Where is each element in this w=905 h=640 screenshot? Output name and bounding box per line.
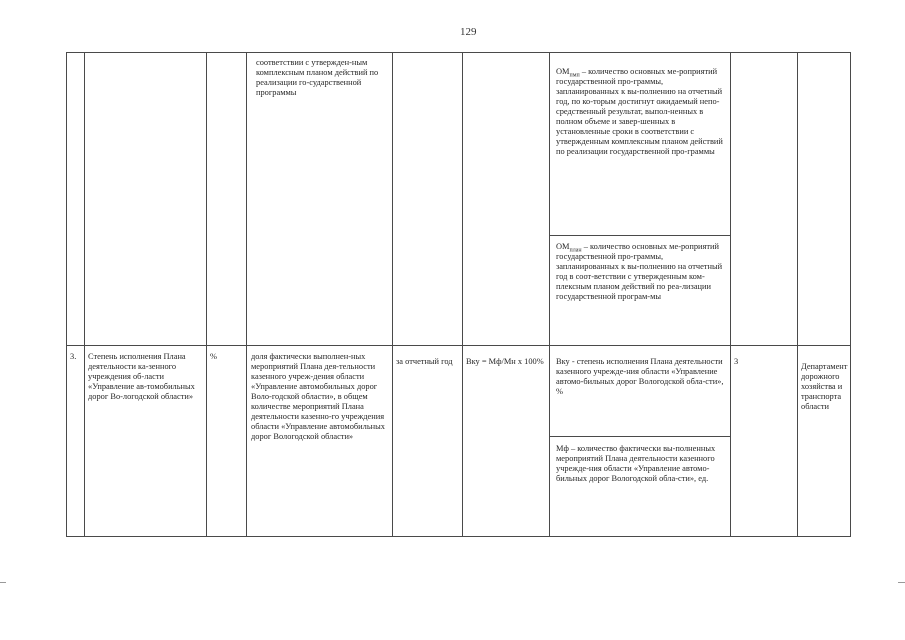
column-border: [84, 52, 85, 537]
formula-part-cell: Мф – количество фактически вы-полненных мероприятий Плана деятельности казенного учрежде-ния области «Управление автомо-бильных дорог Вологодской обла-сти», ед.: [556, 444, 716, 483]
formula-cell: Вку = Мф/Мн х 100%: [466, 357, 544, 366]
formula-part-divider: [549, 436, 730, 437]
unit-cell: %: [210, 352, 217, 361]
column-border: [549, 52, 550, 537]
formula-part-text: – количество основных ме-роприятий государственной про-граммы, запланированных к вы-полнению на отчетный год в соот-ветствии с утвержденным ком-плексным планом действий по реа-лизации государственной програм-мы: [556, 242, 723, 301]
column-border: [66, 52, 67, 537]
column-border: [462, 52, 463, 537]
source-cell: 3: [734, 357, 739, 366]
formula-part-cell: [556, 242, 726, 302]
indicator-description-cell: соответствии с утвержден-ным комплексным планом действий по реализации го-сударственной программы: [256, 58, 379, 97]
row-number-cell: 3.: [70, 352, 77, 361]
formula-part-text: – количество основных ме-роприятий государственной про-граммы, запланированных к вы-полнению на отчетный год, по ко-торым достигнут ожидаемый непо-средственный результат, выпол-ненных в полном объеме и завер-шенных в установленные сроки в соответствии с утвержденным комплексным планом действий по реализации государственной про-граммы: [556, 67, 723, 156]
formula-symbol-subscript: план: [569, 247, 582, 254]
formula-symbol: ОМ: [556, 242, 570, 251]
row-divider: [66, 345, 850, 346]
indicator-name-cell: Степень исполнения Плана деятельности ка-зенного учреждения об-ласти «Управление ав-томобильных дорог Во-логодской области»: [88, 352, 195, 401]
formula-part-cell: [556, 67, 726, 157]
column-border: [850, 52, 851, 537]
indicator-description-cell: доля фактически выполнен-ных мероприятий Плана дея-тельности казенного учреж-дения области «Управление автомобильных дорог Воло-годской области», в общем количестве мероприятий Плана деятельности казенно-го учреждения области «Управление автомобильных дорог Вологодской области»: [251, 352, 385, 441]
table-top-border: [66, 52, 850, 53]
formula-part-divider: [549, 235, 730, 236]
column-border: [797, 52, 798, 537]
responsible-cell: Департамент дорожного хозяйства и транспорта области: [801, 362, 848, 411]
formula-symbol: ОМ: [556, 67, 570, 76]
column-border: [246, 52, 247, 537]
scan-edge-mark: [0, 582, 6, 583]
page-number: 129: [460, 26, 477, 38]
formula-part-cell: Вку - степень исполнения Плана деятельности казенного учрежде-ния области «Управление автомо-бильных дорог Вологодской обла-сти», %: [556, 357, 724, 396]
column-border: [206, 52, 207, 537]
period-cell: за отчетный год: [396, 357, 453, 366]
formula-symbol-subscript: пмп: [569, 72, 580, 79]
column-border: [730, 52, 731, 537]
table-bottom-border: [66, 536, 850, 537]
column-border: [392, 52, 393, 537]
scan-edge-mark: [898, 582, 905, 583]
